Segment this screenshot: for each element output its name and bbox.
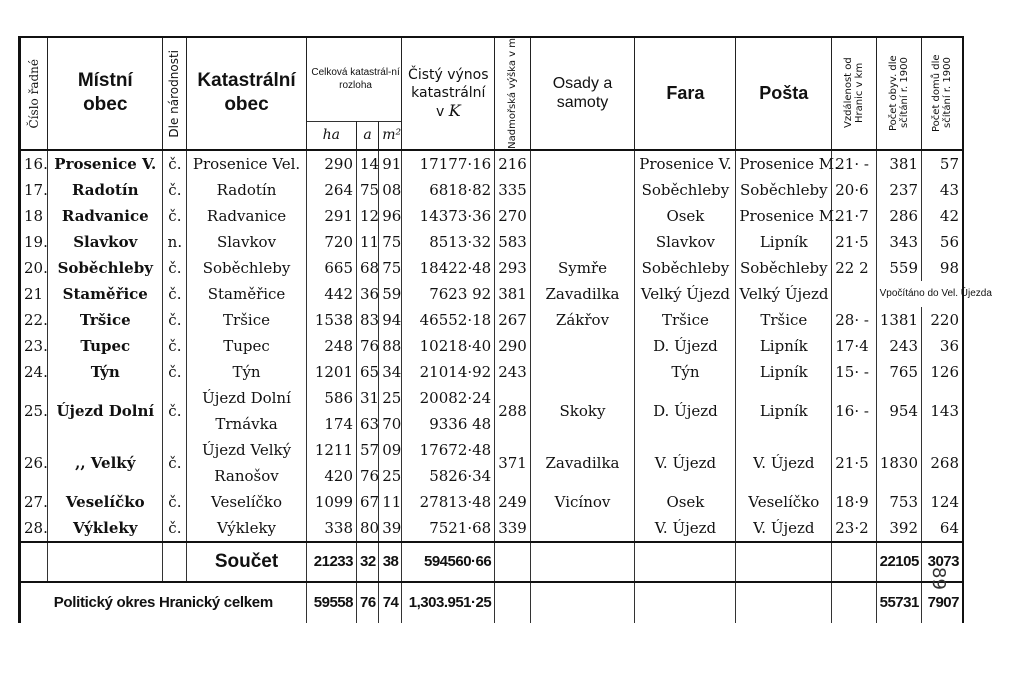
- cell-posta: Soběchleby: [736, 177, 832, 203]
- header-domu: Počet domů dle sčítání r. 1900: [922, 37, 963, 150]
- cell-a: 11: [357, 229, 379, 255]
- cell-narodnost: č.: [163, 307, 187, 333]
- cell-obec: ,, Velký: [48, 437, 163, 489]
- cell-fara: Tršice: [635, 307, 736, 333]
- cell-vynos: 46552·18: [402, 307, 495, 333]
- cell-cislo: 25.: [20, 385, 48, 437]
- cell-vzdalenost: 20·6: [832, 177, 876, 203]
- cell-narodnost: č.: [163, 150, 187, 177]
- cell-m2: 08: [379, 177, 402, 203]
- cell-m2: 96: [379, 203, 402, 229]
- cell-a: 67: [357, 489, 379, 515]
- sum-a: 32: [357, 542, 379, 582]
- table-row: [20, 281, 964, 307]
- cell-cislo: 26.: [20, 437, 48, 489]
- note-included-in: Vpočítáno do Vel. Újezda: [876, 281, 963, 307]
- cell-fara: Prosenice V.: [635, 150, 736, 177]
- cell-narodnost: č.: [163, 385, 187, 437]
- table-row: [20, 255, 964, 281]
- cell-katastr: Újezd Velký: [187, 437, 306, 463]
- cell-narodnost: n.: [163, 229, 187, 255]
- table-row: [20, 229, 964, 255]
- sum-m2: 38: [379, 542, 402, 582]
- cell-vyska: 339: [495, 515, 530, 542]
- statistics-table-sheet: [18, 36, 992, 623]
- cell-vyska: 267: [495, 307, 530, 333]
- cell-ha: 264: [306, 177, 356, 203]
- cell-narodnost: č.: [163, 281, 187, 307]
- cell-cislo: 21: [20, 281, 48, 307]
- cell-m2: 25: [379, 463, 402, 489]
- cell-domu: 56: [922, 229, 963, 255]
- cell-a: 68: [357, 255, 379, 281]
- cell-vynos: 5826·34: [402, 463, 495, 489]
- cell-fara: Osek: [635, 203, 736, 229]
- header-rozloha: Celková katastrál-ní rozloha: [306, 37, 402, 121]
- cell-osady: [530, 150, 635, 177]
- cell-katastr: Týn: [187, 359, 306, 385]
- cell-ha: 586: [306, 385, 356, 411]
- cell-osady: Zavadilka: [530, 281, 635, 307]
- cell-katastr: Radotín: [187, 177, 306, 203]
- cell-obec: Radotín: [48, 177, 163, 203]
- cell-katastr: Radvanice: [187, 203, 306, 229]
- cell-fara: D. Újezd: [635, 385, 736, 437]
- cell-vyska: 249: [495, 489, 530, 515]
- cell-vzdalenost: 17·4: [832, 333, 876, 359]
- cell-vyska: 293: [495, 255, 530, 281]
- cell-ha: 442: [306, 281, 356, 307]
- cell-m2: 94: [379, 307, 402, 333]
- cell-vyska: 371: [495, 437, 530, 489]
- cell-domu: 126: [922, 359, 963, 385]
- cell-vynos: 8513·32: [402, 229, 495, 255]
- cell-m2: 88: [379, 333, 402, 359]
- cell-vzdalenost: 21·5: [832, 437, 876, 489]
- cell-vynos: 20082·24: [402, 385, 495, 411]
- cell-ha: 248: [306, 333, 356, 359]
- cell-fara: Soběchleby: [635, 255, 736, 281]
- cell-obyv: 286: [876, 203, 921, 229]
- cell-a: 76: [357, 463, 379, 489]
- cell-narodnost: č.: [163, 255, 187, 281]
- cell-a: 76: [357, 333, 379, 359]
- cell-posta: Lipník: [736, 359, 832, 385]
- cell-katastr: Staměřice: [187, 281, 306, 307]
- total-row: [20, 582, 964, 623]
- cell-vzdalenost: 18·9: [832, 489, 876, 515]
- cell-domu: 64: [922, 515, 963, 542]
- total-m2: 74: [379, 582, 402, 623]
- cell-obec: Týn: [48, 359, 163, 385]
- cell-osady: [530, 177, 635, 203]
- cell-obec: Prosenice V.: [48, 150, 163, 177]
- cell-vyska: 270: [495, 203, 530, 229]
- cell-posta: Prosenice M.: [736, 150, 832, 177]
- cell-cislo: 17.: [20, 177, 48, 203]
- cell-obyv: 392: [876, 515, 921, 542]
- cell-narodnost: č.: [163, 489, 187, 515]
- cell-vynos: 21014·92: [402, 359, 495, 385]
- cell-vynos: 17672·48: [402, 437, 495, 463]
- cell-domu: 220: [922, 307, 963, 333]
- header-m2: m²: [379, 121, 402, 150]
- cell-posta: V. Újezd: [736, 437, 832, 489]
- cell-obec: Staměřice: [48, 281, 163, 307]
- cell-osady: Zavadilka: [530, 437, 635, 489]
- cell-vzdalenost: 23·2: [832, 515, 876, 542]
- header-obyv: Počet obyv. dle sčítání r. 1900: [876, 37, 921, 150]
- cell-posta: Velký Újezd: [736, 281, 832, 307]
- cell-posta: Lipník: [736, 333, 832, 359]
- cell-osady: [530, 229, 635, 255]
- header-vzdalenost: Vzdálenost od Hranic v km: [832, 37, 876, 150]
- total-domu: 7907: [922, 582, 963, 623]
- cell-ha: 1099: [306, 489, 356, 515]
- cell-ha: 720: [306, 229, 356, 255]
- cell-katastr: Tršice: [187, 307, 306, 333]
- cell-m2: 70: [379, 411, 402, 437]
- cell-obec: Veselíčko: [48, 489, 163, 515]
- cell-vynos: 18422·48: [402, 255, 495, 281]
- cell-osady: Skoky: [530, 385, 635, 437]
- cell-obec: Tršice: [48, 307, 163, 333]
- cell-vynos: 27813·48: [402, 489, 495, 515]
- cell-fara: V. Újezd: [635, 515, 736, 542]
- cell-domu: 42: [922, 203, 963, 229]
- cell-osady: Vicínov: [530, 489, 635, 515]
- cell-a: 75: [357, 177, 379, 203]
- sum-domu: 3073: [922, 542, 963, 582]
- cell-obyv: 343: [876, 229, 921, 255]
- cell-obec: Výkleky: [48, 515, 163, 542]
- cell-katastr: Soběchleby: [187, 255, 306, 281]
- cell-posta: Prosenice M.: [736, 203, 832, 229]
- cell-vzdalenost: 16· -: [832, 385, 876, 437]
- cell-a: 57: [357, 437, 379, 463]
- cell-posta: Lipník: [736, 385, 832, 437]
- cell-domu: 43: [922, 177, 963, 203]
- municipality-table: [18, 36, 992, 623]
- table-row: [20, 150, 964, 177]
- cell-vzdalenost: 21· -: [832, 150, 876, 177]
- cell-domu: 143: [922, 385, 963, 437]
- cell-ha: 338: [306, 515, 356, 542]
- header-narodnost: Dle národnosti: [163, 37, 187, 150]
- cell-fara: Soběchleby: [635, 177, 736, 203]
- cell-narodnost: č.: [163, 437, 187, 489]
- cell-osady: Zákřov: [530, 307, 635, 333]
- cell-m2: 09: [379, 437, 402, 463]
- cell-vyska: 216: [495, 150, 530, 177]
- cell-vzdalenost: 28· -: [832, 307, 876, 333]
- header-posta: Pošta: [736, 37, 832, 150]
- header-fara: Fara: [635, 37, 736, 150]
- cell-vyska: 381: [495, 281, 530, 307]
- cell-cislo: 18: [20, 203, 48, 229]
- cell-cislo: 16.: [20, 150, 48, 177]
- cell-a: 36: [357, 281, 379, 307]
- table-row: [20, 333, 964, 359]
- cell-domu: 98: [922, 255, 963, 281]
- cell-vzdalenost: 15· -: [832, 359, 876, 385]
- cell-posta: Soběchleby: [736, 255, 832, 281]
- cell-obyv: 753: [876, 489, 921, 515]
- cell-posta: Tršice: [736, 307, 832, 333]
- cell-m2: 39: [379, 515, 402, 542]
- cell-obyv: 1830: [876, 437, 921, 489]
- cell-vynos: 7521·68: [402, 515, 495, 542]
- cell-m2: 75: [379, 229, 402, 255]
- table-row: [20, 177, 964, 203]
- cell-a: 83: [357, 307, 379, 333]
- cell-domu: 57: [922, 150, 963, 177]
- cell-vynos: 17177·16: [402, 150, 495, 177]
- cell-vyska: 583: [495, 229, 530, 255]
- cell-cislo: 28.: [20, 515, 48, 542]
- cell-obyv: 243: [876, 333, 921, 359]
- total-label: Politický okres Hranický celkem: [20, 582, 307, 623]
- cell-cislo: 20.: [20, 255, 48, 281]
- cell-vyska: 288: [495, 385, 530, 437]
- cell-vyska: 243: [495, 359, 530, 385]
- cell-ha: 290: [306, 150, 356, 177]
- sum-row: [20, 542, 964, 582]
- cell-vynos: 6818·82: [402, 177, 495, 203]
- cell-ha: 665: [306, 255, 356, 281]
- cell-katastr: Tupec: [187, 333, 306, 359]
- cell-m2: 34: [379, 359, 402, 385]
- cell-a: 63: [357, 411, 379, 437]
- cell-fara: Slavkov: [635, 229, 736, 255]
- cell-domu: 268: [922, 437, 963, 489]
- table-row-split: [20, 385, 964, 411]
- table-row: [20, 359, 964, 385]
- cell-osady: [530, 203, 635, 229]
- cell-cislo: 19.: [20, 229, 48, 255]
- cell-posta: V. Újezd: [736, 515, 832, 542]
- cell-ha: 291: [306, 203, 356, 229]
- header-obec: Místní obec: [48, 37, 163, 150]
- cell-vynos: 7623 92: [402, 281, 495, 307]
- cell-katastr: Újezd Dolní: [187, 385, 306, 411]
- cell-narodnost: č.: [163, 359, 187, 385]
- cell-obec: Radvanice: [48, 203, 163, 229]
- cell-narodnost: č.: [163, 515, 187, 542]
- cell-katastr: Výkleky: [187, 515, 306, 542]
- cell-fara: V. Újezd: [635, 437, 736, 489]
- total-ha: 59558: [306, 582, 356, 623]
- header-cislo: Číslo řadné: [20, 37, 48, 150]
- cell-vynos: 10218·40: [402, 333, 495, 359]
- cell-cislo: 23.: [20, 333, 48, 359]
- total-obyv: 55731: [876, 582, 921, 623]
- cell-ha: 174: [306, 411, 356, 437]
- cell-katastr: Veselíčko: [187, 489, 306, 515]
- cell-domu: 36: [922, 333, 963, 359]
- cell-a: 65: [357, 359, 379, 385]
- cell-vyska: 290: [495, 333, 530, 359]
- table-row: [20, 203, 964, 229]
- cell-cislo: 22.: [20, 307, 48, 333]
- cell-fara: Týn: [635, 359, 736, 385]
- cell-m2: 25: [379, 385, 402, 411]
- cell-cislo: 24.: [20, 359, 48, 385]
- table-row-split: [20, 437, 964, 463]
- cell-obyv: 765: [876, 359, 921, 385]
- sum-ha: 21233: [306, 542, 356, 582]
- cell-posta: Lipník: [736, 229, 832, 255]
- header-vyska: Nadmořská výška v m: [495, 37, 530, 150]
- sum-label: Součet: [187, 542, 306, 582]
- total-a: 76: [357, 582, 379, 623]
- cell-osady: [530, 515, 635, 542]
- cell-obyv: 237: [876, 177, 921, 203]
- cell-obec: Újezd Dolní: [48, 385, 163, 437]
- cell-m2: 59: [379, 281, 402, 307]
- table-row: [20, 307, 964, 333]
- cell-ha: 1211: [306, 437, 356, 463]
- cell-obyv: 1381: [876, 307, 921, 333]
- header-katastr: Katastrální obec: [187, 37, 306, 150]
- total-vynos: 1,303.951·25: [402, 582, 495, 623]
- cell-osady: [530, 359, 635, 385]
- cell-vzdalenost: 21·7: [832, 203, 876, 229]
- sum-obyv: 22105: [876, 542, 921, 582]
- cell-osady: [530, 333, 635, 359]
- header-vynos: Čistý výnos katastrální v K: [402, 37, 495, 150]
- cell-a: 14: [357, 150, 379, 177]
- cell-vyska: 335: [495, 177, 530, 203]
- cell-obec: Soběchleby: [48, 255, 163, 281]
- table-row: [20, 489, 964, 515]
- cell-vynos: 9336 48: [402, 411, 495, 437]
- cell-osady: Symře: [530, 255, 635, 281]
- cell-obec: Slavkov: [48, 229, 163, 255]
- cell-a: 80: [357, 515, 379, 542]
- cell-cislo: 27.: [20, 489, 48, 515]
- cell-domu: 124: [922, 489, 963, 515]
- cell-obyv: 381: [876, 150, 921, 177]
- cell-narodnost: č.: [163, 203, 187, 229]
- cell-katastr: Ranošov: [187, 463, 306, 489]
- cell-ha: 420: [306, 463, 356, 489]
- header-osady: Osady a samoty: [530, 37, 635, 150]
- header-ha: ha: [306, 121, 356, 150]
- cell-obec: Tupec: [48, 333, 163, 359]
- cell-ha: 1538: [306, 307, 356, 333]
- sum-vynos: 594560·66: [402, 542, 495, 582]
- table-row: [20, 515, 964, 542]
- cell-vzdalenost: 22 2: [832, 255, 876, 281]
- cell-a: 12: [357, 203, 379, 229]
- cell-katastr: Slavkov: [187, 229, 306, 255]
- cell-posta: Veselíčko: [736, 489, 832, 515]
- cell-fara: D. Újezd: [635, 333, 736, 359]
- cell-vynos: 14373·36: [402, 203, 495, 229]
- cell-katastr: Prosenice Vel.: [187, 150, 306, 177]
- cell-fara: Osek: [635, 489, 736, 515]
- cell-ha: 1201: [306, 359, 356, 385]
- cell-obyv: 559: [876, 255, 921, 281]
- cell-obyv: 954: [876, 385, 921, 437]
- cell-narodnost: č.: [163, 333, 187, 359]
- cell-fara: Velký Újezd: [635, 281, 736, 307]
- cell-m2: 91: [379, 150, 402, 177]
- page-number: 89: [928, 566, 950, 590]
- cell-a: 31: [357, 385, 379, 411]
- header-a: a: [357, 121, 379, 150]
- cell-narodnost: č.: [163, 177, 187, 203]
- cell-katastr: Trnávka: [187, 411, 306, 437]
- cell-vzdalenost: 21·5: [832, 229, 876, 255]
- cell-m2: 11: [379, 489, 402, 515]
- cell-m2: 75: [379, 255, 402, 281]
